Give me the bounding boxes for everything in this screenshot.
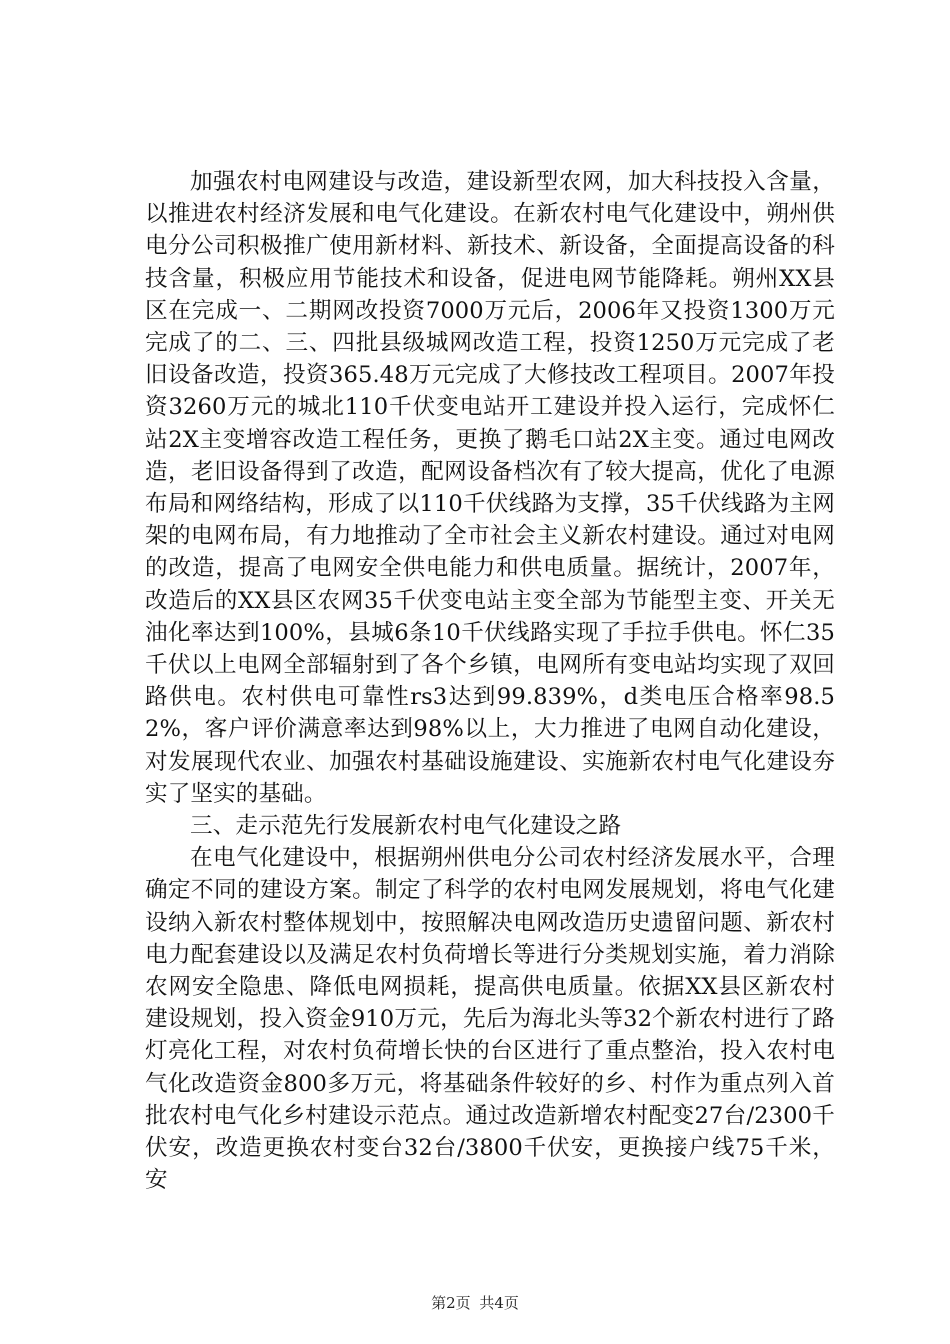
page-footer [0,1293,950,1313]
document-body [145,166,835,1197]
body-paragraph-1: 加强农村电网建设与改造，建设新型农网，加大科技投入含量，以推进农村经济发展和电气化建设。在新农村电气化建设中，朔州供电分公司积极推广使用新材料、新技术、新设备，全面提高设备的科技含量，积极应用节能技术和设备，促进电网节能降耗。朔州XX县区在完成一、二期网改投资7000万元后，2006年又投资1300万元完成了的二、三、四批县级城网改造工程，投资1250万元完成了老旧设备改造，投资365.48万元完成了大修技改工程项目。2007年投资3260万元的城北110千伏变电站开工建设并投入运行，完成怀仁站2X主变增容改造工程任务，更换了鹅毛口站2X主变。通过电网改造，老旧设备得到了改造，配网设备档次有了较大提高，优化了电源布局和网络结构，形成了以110千伏线路为支撑，35千伏线路为主网架的电网布局，有力地推动了全市社会主义新农村建设。通过对电网的改造，提高了电网安全供电能力和供电质量。据统计，2007年，改造后的XX县区农网35千伏变电站主变全部为节能型主变、开关无油化率达到100%，县城6条10千伏线路实现了手拉手供电。怀仁35千伏以上电网全部辐射到了各个乡镇，电网所有变电站均实现了双回路供电。农村供电可靠性rs3达到99.839%，d类电压合格率98.52%，客户评价满意率达到98%以上，大力推进了电网自动化建设，对发展现代农业、加强农村基础设施建设、实施新农村电气化建设夯实了坚实的基础。 [145,169,835,807]
section-heading: 三、走示范先行发展新农村电气化建设之路 [190,813,622,840]
body-paragraph-2: 在电气化建设中，根据朔州供电分公司农村经济发展水平，合理确定不同的建设方案。制定了科学的农村电网发展规划，将电气化建设纳入新农村整体规划中，按照解决电网改造历史遗留问题、新农村电力配套建设以及满足农村负荷增长等进行分类规划实施，着力消除农网安全隐患、降低电网损耗，提高供电质量。依据XX县区新农村建设规划，投入资金910万元，先后为海北头等32个新农村进行了路灯亮化工程，对农村负荷增长快的台区进行了重点整治，投入农村电气化改造资金800多万元，将基础条件较好的乡、村作为重点列入首批农村电气化乡村建设示范点。通过改造新增农村配变27台/2300千伏安，改造更换农村变台32台/3800千伏安，更换接户线75千米，安 [145,845,835,1194]
page-total: 共4页 [479,1294,519,1312]
page-number: 第2页 [431,1294,471,1312]
